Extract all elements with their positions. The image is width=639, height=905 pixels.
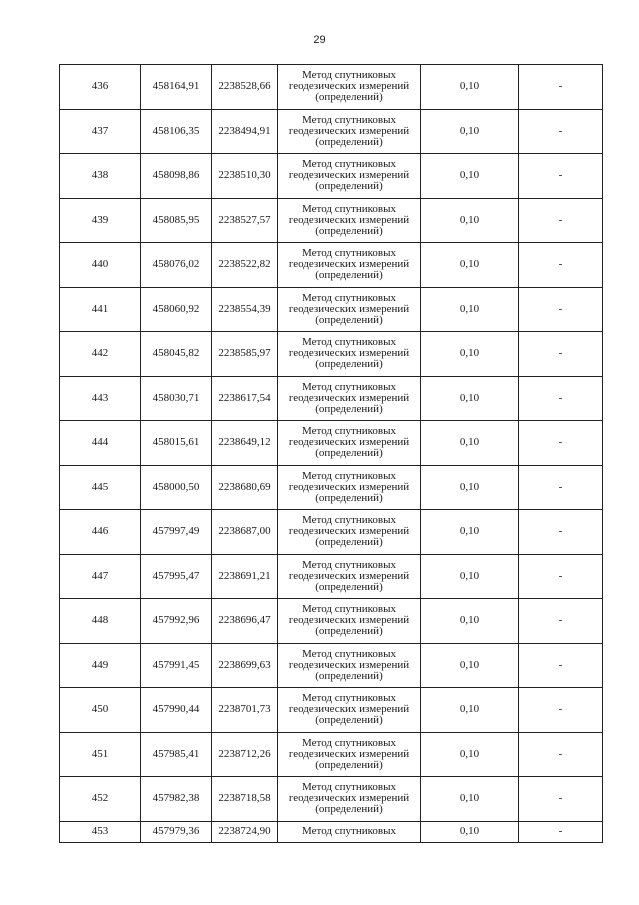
method-cell: [278, 243, 421, 288]
method-line: (определений): [315, 758, 383, 771]
extra-cell: -: [519, 376, 603, 421]
x-coordinate-cell: 458164,91: [141, 65, 212, 110]
table-row: [60, 198, 603, 243]
point-number-cell: 439: [60, 198, 141, 243]
method-cell: [278, 732, 421, 777]
x-coordinate-cell: 457990,44: [141, 688, 212, 733]
y-coordinate-cell: 2238617,54: [212, 376, 278, 421]
method-cell: [278, 154, 421, 199]
accuracy-cell: 0,10: [421, 198, 519, 243]
extra-cell: -: [519, 688, 603, 733]
method-line: (определений): [315, 224, 383, 237]
x-coordinate-cell: 458030,71: [141, 376, 212, 421]
method-line: (определений): [315, 180, 383, 193]
table-row: [60, 421, 603, 466]
table-row: [60, 688, 603, 733]
x-coordinate-cell: 457995,47: [141, 554, 212, 599]
accuracy-cell: 0,10: [421, 777, 519, 822]
point-number-cell: 448: [60, 599, 141, 644]
method-line: Метод спутниковых: [302, 603, 396, 616]
method-line: геодезических измерений: [288, 124, 410, 137]
y-coordinate-cell: 2238687,00: [212, 510, 278, 555]
point-number-cell: 447: [60, 554, 141, 599]
table-row: [60, 732, 603, 777]
method-cell: [278, 421, 421, 466]
method-line: геодезических измерений: [288, 391, 410, 404]
point-number-cell: 443: [60, 376, 141, 421]
point-number-cell: 440: [60, 243, 141, 288]
method-cell: [278, 599, 421, 644]
method-cell: [278, 287, 421, 332]
method-line: Метод спутниковых: [302, 781, 396, 794]
method-line: Метод спутниковых: [302, 247, 396, 260]
table-row: [60, 376, 603, 421]
method-line: геодезических измерений: [288, 169, 410, 182]
method-cell: [278, 376, 421, 421]
extra-cell: -: [519, 243, 603, 288]
y-coordinate-cell: 2238528,66: [212, 65, 278, 110]
method-line: Метод спутниковых: [302, 514, 396, 527]
table-row: [60, 599, 603, 644]
point-number-cell: 438: [60, 154, 141, 199]
table-row: [60, 777, 603, 822]
y-coordinate-cell: 2238522,82: [212, 243, 278, 288]
extra-cell: -: [519, 109, 603, 154]
extra-cell: -: [519, 154, 603, 199]
x-coordinate-cell: 458015,61: [141, 421, 212, 466]
method-cell: [278, 109, 421, 154]
x-coordinate-cell: 457985,41: [141, 732, 212, 777]
method-line: (определений): [315, 91, 383, 104]
table-row: [60, 465, 603, 510]
accuracy-cell: 0,10: [421, 643, 519, 688]
method-line: геодезических измерений: [288, 213, 410, 226]
method-line: Метод спутниковых: [302, 291, 396, 304]
method-cell: [278, 554, 421, 599]
accuracy-cell: 0,10: [421, 287, 519, 332]
method-cell: [278, 777, 421, 822]
accuracy-cell: 0,10: [421, 465, 519, 510]
x-coordinate-cell: 457997,49: [141, 510, 212, 555]
extra-cell: -: [519, 821, 603, 842]
extra-cell: -: [519, 421, 603, 466]
point-number-cell: 445: [60, 465, 141, 510]
method-line: Метод спутниковых: [302, 202, 396, 215]
extra-cell: -: [519, 65, 603, 110]
method-line: геодезических измерений: [288, 347, 410, 360]
table-row: [60, 510, 603, 555]
y-coordinate-cell: 2238712,26: [212, 732, 278, 777]
x-coordinate-cell: 457991,45: [141, 643, 212, 688]
accuracy-cell: 0,10: [421, 154, 519, 199]
extra-cell: -: [519, 643, 603, 688]
extra-cell: -: [519, 198, 603, 243]
x-coordinate-cell: 458060,92: [141, 287, 212, 332]
method-line: (определений): [315, 491, 383, 504]
x-coordinate-cell: 457982,38: [141, 777, 212, 822]
method-cell: [278, 332, 421, 377]
method-line: геодезических измерений: [288, 258, 410, 271]
extra-cell: -: [519, 599, 603, 644]
method-cell: [278, 198, 421, 243]
table-row: [60, 287, 603, 332]
method-cell: [278, 465, 421, 510]
coordinates-table-body: [60, 65, 603, 843]
x-coordinate-cell: 457979,36: [141, 821, 212, 842]
method-line: Метод спутниковых: [302, 69, 396, 82]
y-coordinate-cell: 2238554,39: [212, 287, 278, 332]
method-line: (определений): [315, 536, 383, 549]
page-number: 29: [313, 34, 326, 46]
accuracy-cell: 0,10: [421, 109, 519, 154]
point-number-cell: 451: [60, 732, 141, 777]
point-number-cell: 453: [60, 821, 141, 842]
extra-cell: -: [519, 554, 603, 599]
method-cell: [278, 688, 421, 733]
method-line: Метод спутниковых: [302, 736, 396, 749]
y-coordinate-cell: 2238680,69: [212, 465, 278, 510]
accuracy-cell: 0,10: [421, 599, 519, 644]
method-line: геодезических измерений: [288, 569, 410, 582]
y-coordinate-cell: 2238527,57: [212, 198, 278, 243]
accuracy-cell: 0,10: [421, 332, 519, 377]
point-number-cell: 444: [60, 421, 141, 466]
y-coordinate-cell: 2238724,90: [212, 821, 278, 842]
method-line: (определений): [315, 447, 383, 460]
extra-cell: -: [519, 287, 603, 332]
method-line: геодезических измерений: [288, 614, 410, 627]
method-line: (определений): [315, 803, 383, 816]
method-line: геодезических измерений: [288, 703, 410, 716]
method-cell: [278, 510, 421, 555]
method-line: (определений): [315, 669, 383, 682]
accuracy-cell: 0,10: [421, 554, 519, 599]
method-line: Метод спутниковых: [302, 425, 396, 438]
method-line: Метод спутниковых: [302, 336, 396, 349]
point-number-cell: 450: [60, 688, 141, 733]
table-row: [60, 109, 603, 154]
method-line: Метод спутниковых: [302, 380, 396, 393]
method-line: геодезических измерений: [288, 480, 410, 493]
y-coordinate-cell: 2238718,58: [212, 777, 278, 822]
accuracy-cell: 0,10: [421, 732, 519, 777]
method-cell: [278, 65, 421, 110]
method-line: Метод спутниковых: [302, 825, 396, 837]
method-line: геодезических измерений: [288, 80, 410, 93]
method-line: (определений): [315, 625, 383, 638]
table-row: [60, 643, 603, 688]
point-number-cell: 437: [60, 109, 141, 154]
x-coordinate-cell: 458098,86: [141, 154, 212, 199]
method-line: (определений): [315, 402, 383, 415]
table-row: [60, 243, 603, 288]
extra-cell: -: [519, 732, 603, 777]
x-coordinate-cell: 458076,02: [141, 243, 212, 288]
method-line: (определений): [315, 135, 383, 148]
accuracy-cell: 0,10: [421, 243, 519, 288]
method-line: Метод спутниковых: [302, 158, 396, 171]
method-line: Метод спутниковых: [302, 692, 396, 705]
y-coordinate-cell: 2238585,97: [212, 332, 278, 377]
point-number-cell: 436: [60, 65, 141, 110]
method-line: (определений): [315, 580, 383, 593]
point-number-cell: 442: [60, 332, 141, 377]
accuracy-cell: 0,10: [421, 821, 519, 842]
method-line: Метод спутниковых: [302, 113, 396, 126]
method-line: Метод спутниковых: [302, 647, 396, 660]
coordinates-table: [59, 64, 603, 843]
method-line: (определений): [315, 714, 383, 727]
table-row: [60, 154, 603, 199]
x-coordinate-cell: 458106,35: [141, 109, 212, 154]
table-row: [60, 821, 603, 842]
y-coordinate-cell: 2238701,73: [212, 688, 278, 733]
y-coordinate-cell: 2238649,12: [212, 421, 278, 466]
y-coordinate-cell: 2238699,63: [212, 643, 278, 688]
point-number-cell: 441: [60, 287, 141, 332]
y-coordinate-cell: 2238510,30: [212, 154, 278, 199]
x-coordinate-cell: 457992,96: [141, 599, 212, 644]
table-row: [60, 332, 603, 377]
accuracy-cell: 0,10: [421, 688, 519, 733]
point-number-cell: 449: [60, 643, 141, 688]
accuracy-cell: 0,10: [421, 376, 519, 421]
method-line: (определений): [315, 269, 383, 282]
y-coordinate-cell: 2238691,21: [212, 554, 278, 599]
method-line: геодезических измерений: [288, 302, 410, 315]
method-line: геодезических измерений: [288, 436, 410, 449]
table-row: [60, 554, 603, 599]
extra-cell: -: [519, 465, 603, 510]
method-line: геодезических измерений: [288, 525, 410, 538]
method-line: Метод спутниковых: [302, 469, 396, 482]
method-line: (определений): [315, 358, 383, 371]
method-line: геодезических измерений: [288, 658, 410, 671]
extra-cell: -: [519, 510, 603, 555]
accuracy-cell: 0,10: [421, 421, 519, 466]
method-line: геодезических измерений: [288, 747, 410, 760]
accuracy-cell: 0,10: [421, 510, 519, 555]
method-cell: [278, 643, 421, 688]
method-line: (определений): [315, 313, 383, 326]
x-coordinate-cell: 458045,82: [141, 332, 212, 377]
point-number-cell: 446: [60, 510, 141, 555]
method-line: Метод спутниковых: [302, 558, 396, 571]
y-coordinate-cell: 2238494,91: [212, 109, 278, 154]
extra-cell: -: [519, 332, 603, 377]
extra-cell: -: [519, 777, 603, 822]
x-coordinate-cell: 458085,95: [141, 198, 212, 243]
accuracy-cell: 0,10: [421, 65, 519, 110]
table-row: [60, 65, 603, 110]
method-cell: [278, 821, 421, 842]
y-coordinate-cell: 2238696,47: [212, 599, 278, 644]
point-number-cell: 452: [60, 777, 141, 822]
method-line: геодезических измерений: [288, 792, 410, 805]
x-coordinate-cell: 458000,50: [141, 465, 212, 510]
